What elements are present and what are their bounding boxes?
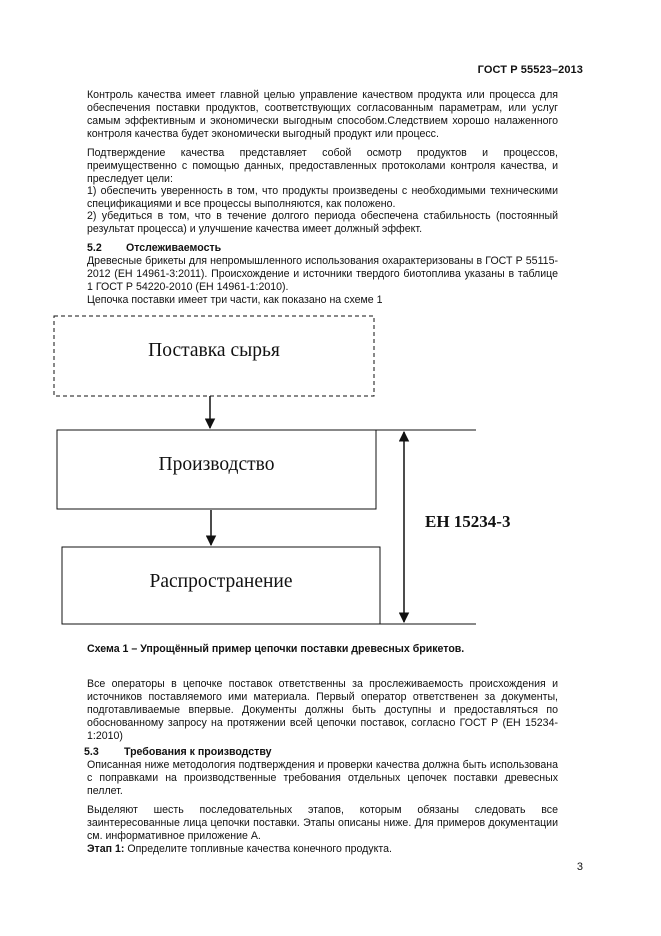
traceability-paragraph: Все операторы в цепочке поставок ответственны за прослеживаемость происхождения и источников поставляемого ими материала. Первый оператор ответственен за документы, подготавливаемые впервые. Документы должны быть доступны и предоставляться по обоснованному запросу на протяжении всей цепочки поставок, согласно ГОСТ Р (ЕН 15234-1:2010) xyxy=(87,678,558,742)
page-number: 3 xyxy=(576,861,583,873)
production-box xyxy=(57,430,376,509)
section-5-3-number: 5.3 xyxy=(84,746,99,758)
raw-supply-box xyxy=(54,316,374,396)
document-header: ГОСТ Р 55523–2013 xyxy=(477,64,583,76)
stage-1-text: Определите топливные качества конечного продукта. xyxy=(124,843,392,855)
section-5-3-paragraph-2: Выделяют шесть последовательных этапов, которым обязаны следовать все заинтересованные лица цепочки поставки. Этапы описаны ниже. Для примеров документации см. информативное приложение А. xyxy=(87,804,558,842)
distribution-box xyxy=(62,547,380,624)
diagram-caption: Схема 1 – Упрощённый пример цепочки поставки древесных брикетов. xyxy=(87,643,465,655)
stage-1-label: Этап 1: xyxy=(87,843,125,855)
section-5-2-title: Отслеживаемость xyxy=(126,242,222,254)
en-15234-3-label: ЕН 15234-3 xyxy=(425,512,511,531)
section-5-2-paragraph-2: Цепочка поставки имеет три части, как показано на схеме 1 xyxy=(87,294,383,306)
section-5-3-title: Требования к производству xyxy=(124,746,272,758)
distribution-label: Распространение xyxy=(149,571,293,592)
intro-paragraph-4: 2) убедиться в том, что в течение долгого периода обеспечена стабильность (постоянный результат процесса) и улучшение качества имеет должный эффект. xyxy=(87,210,558,235)
production-label: Производство xyxy=(158,454,275,475)
intro-paragraph-1: Контроль качества имеет главной целью управление качеством продукта или процесса для обеспечения поставки продуктов, соответствующих согласованным параметрам, или услуг самым эффективным и экономически выгодным способом.Следствием хорошо налаженного контроля качества будет экономически выгодный продукт или процесс. xyxy=(87,89,558,140)
section-5-2-paragraph-1: Древесные брикеты для непромышленного использования охарактеризованы в ГОСТ Р 55115-2012 (ЕН 14961-3:2011). Происхождение и источники твердого биотоплива указаны в таблице 1 ГОСТ Р 54220-2010 (ЕН 14961-1:2010). xyxy=(87,255,558,293)
intro-paragraph-3: 1) обеспечить уверенность в том, что продукты произведены с необходимыми техническими спецификациями и все процессы выполняются, как положено. xyxy=(87,185,558,210)
section-5-3-paragraph-1: Описанная ниже методология подтверждения и проверки качества должна быть использована с поправками на производственные требования отдельных цепочек поставки древесных пеллет. xyxy=(87,759,558,797)
intro-paragraph-2: Подтверждение качества представляет собой осмотр продуктов и процессов, преимущественно с помощью данных, предоставленных протоколами контроля качества, и преследует цели: xyxy=(87,147,558,185)
stage-1-line xyxy=(87,843,558,856)
section-5-2-number: 5.2 xyxy=(87,242,102,254)
raw-supply-label: Поставка сырья xyxy=(148,340,280,361)
